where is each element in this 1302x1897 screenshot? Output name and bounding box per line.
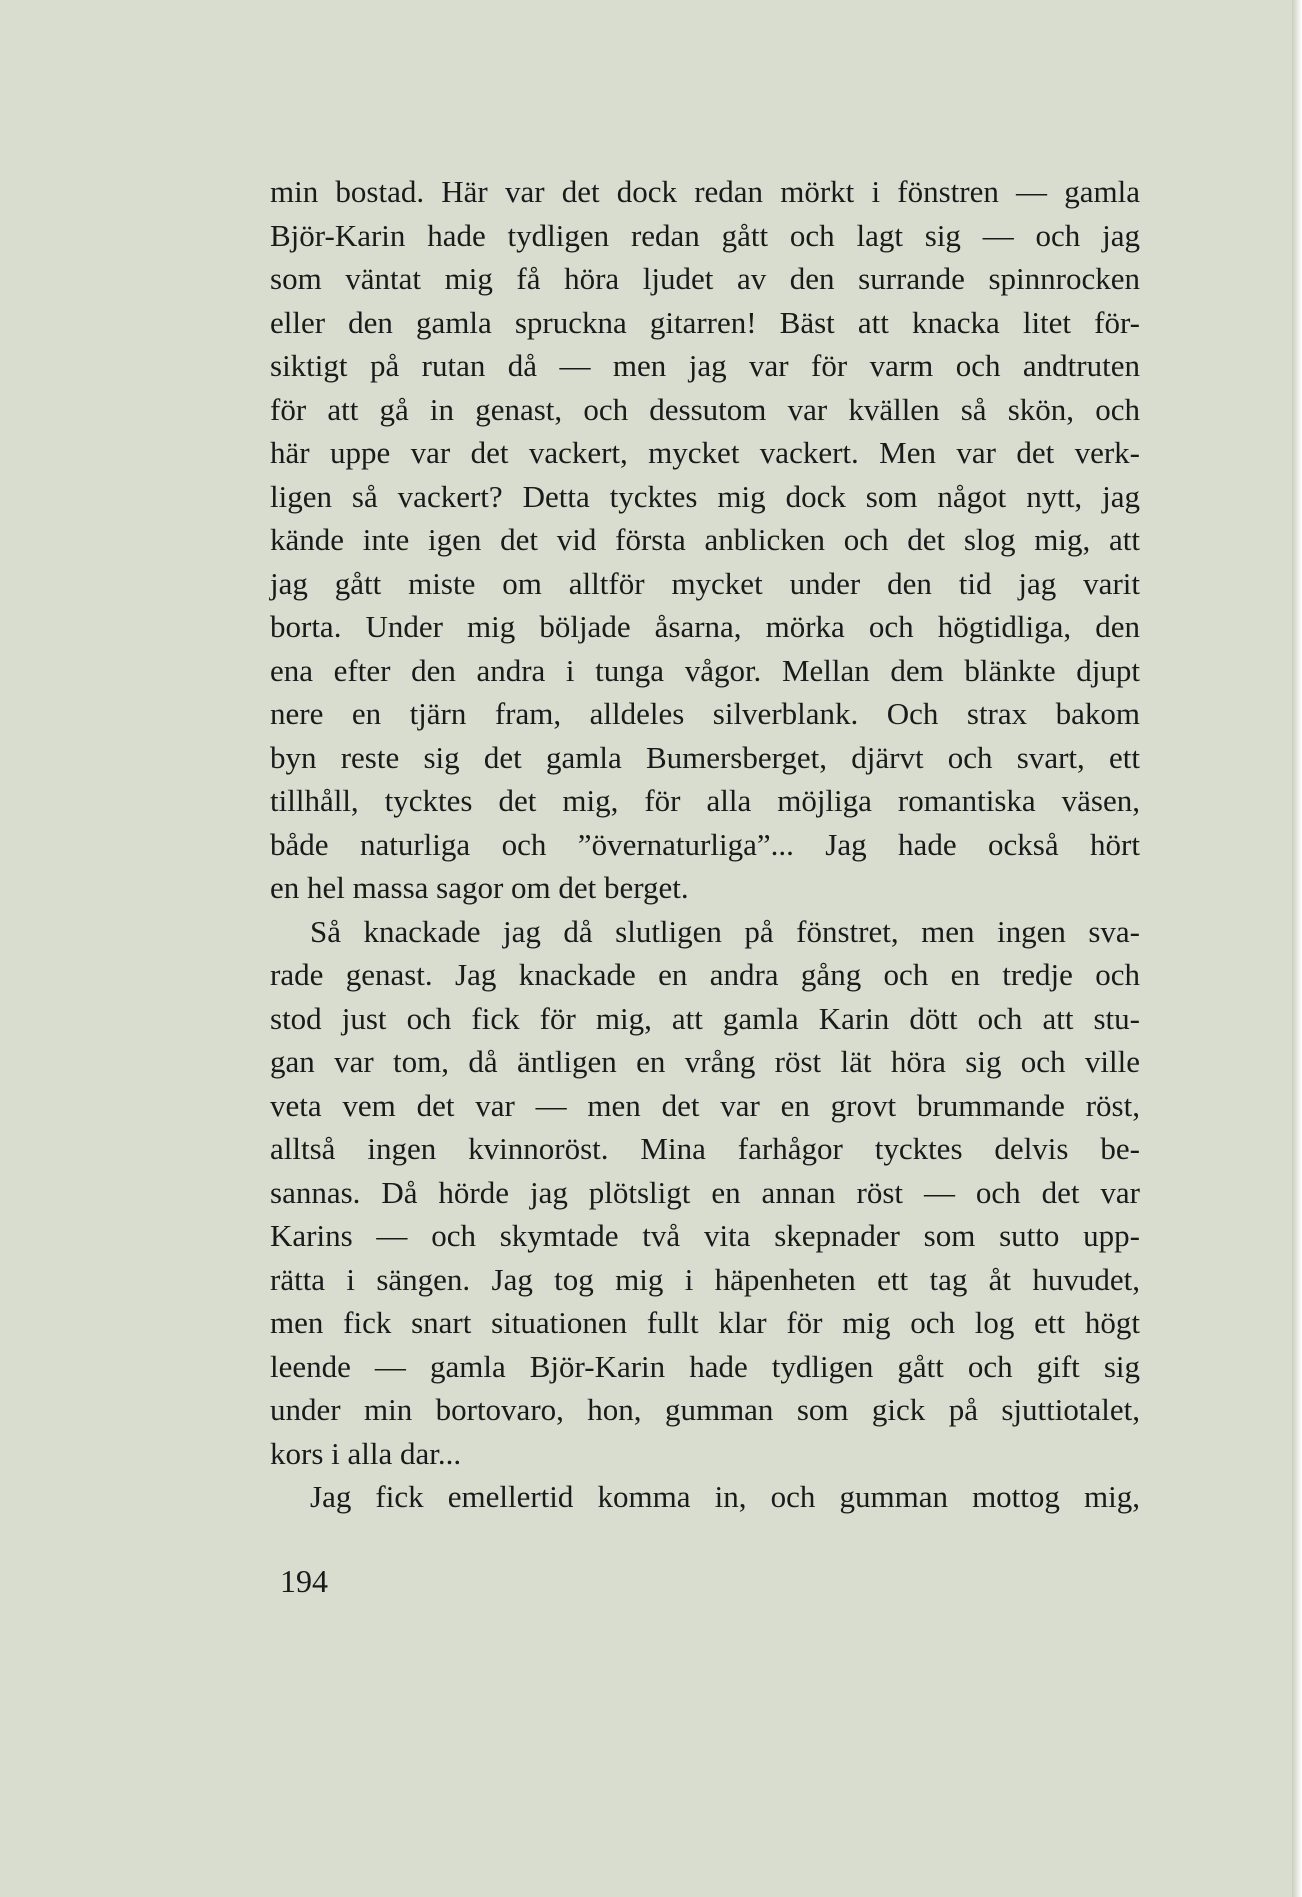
text-line: kors i alla dar... [270, 1435, 462, 1471]
text-line: här uppe var det vackert, mycket vackert. Men var det verk- [270, 435, 1140, 470]
text-line: Jag fick emellertid komma in, och gumman mottog mig, [310, 1479, 1140, 1514]
text-line: borta. Under mig böljade åsarna, mörka och högtidliga, den [270, 609, 1140, 644]
text-line: rade genast. Jag knackade en andra gång och en tredje och [270, 957, 1140, 992]
text-line: men fick snart situationen fullt klar för mig och log ett högt [270, 1305, 1140, 1340]
text-line: rätta i sängen. Jag tog mig i häpenheten ett tag åt huvudet, [270, 1261, 1140, 1297]
text-line: sannas. Då hörde jag plötsligt en annan röst — och det var [270, 1174, 1140, 1210]
text-line: både naturliga och ”övernaturliga”... Jag hade också hört [270, 826, 1140, 862]
text-line: Karins — och skymtade två vita skepnader som sutto upp- [270, 1218, 1140, 1253]
text-line: tillhåll, tycktes det mig, för alla möjliga romantiska väsen, [270, 783, 1140, 818]
text-line: stod just och fick för mig, att gamla Karin dött och att stu- [270, 1000, 1140, 1036]
text-line: gan var tom, då äntligen en vrång röst lät höra sig och ville [270, 1044, 1140, 1079]
text-line: under min bortovaro, hon, gumman som gick på sjuttiotalet, [270, 1392, 1140, 1427]
text-line: eller den gamla spruckna gitarren! Bäst att knacka litet för- [270, 304, 1140, 340]
body-text [270, 170, 1140, 1519]
text-line: min bostad. Här var det dock redan mörkt i fönstren — gamla [270, 174, 1140, 209]
text-line: alltså ingen kvinnoröst. Mina farhågor tycktes delvis be- [270, 1131, 1140, 1166]
text-line: kände inte igen det vid första anblicken och det slog mig, att [270, 522, 1140, 557]
text-line: för att gå in genast, och dessutom var kvällen så skön, och [270, 391, 1140, 427]
text-line: jag gått miste om alltför mycket under den tid jag varit [270, 565, 1140, 601]
text-line: Björ-Karin hade tydligen redan gått och lagt sig — och jag [270, 217, 1140, 253]
page-edge [1292, 0, 1302, 1897]
paragraph-1 [270, 170, 1140, 910]
text-line: veta vem det var — men det var en grovt brummande röst, [270, 1087, 1140, 1123]
text-line: en hel massa sagor om det berget. [270, 870, 689, 905]
text-line: Så knackade jag då slutligen på fönstret, men ingen sva- [310, 913, 1140, 949]
text-line: ligen så vackert? Detta tycktes mig dock som något nytt, jag [270, 478, 1140, 514]
text-line: siktigt på rutan då — men jag var för varm och andtruten [270, 348, 1140, 383]
text-line: som väntat mig få höra ljudet av den surrande spinnrocken [270, 261, 1140, 296]
paragraph-2 [270, 910, 1140, 1476]
paragraph-3 [270, 1475, 1140, 1519]
page-number: 194 [280, 1563, 328, 1599]
text-line: leende — gamla Björ-Karin hade tydligen gått och gift sig [270, 1348, 1140, 1384]
text-line: nere en tjärn fram, alldeles silverblank. Och strax bakom [270, 696, 1140, 731]
text-line: ena efter den andra i tunga vågor. Mellan dem blänkte djupt [270, 652, 1140, 688]
text-line: byn reste sig det gamla Bumersberget, djärvt och svart, ett [270, 739, 1140, 775]
